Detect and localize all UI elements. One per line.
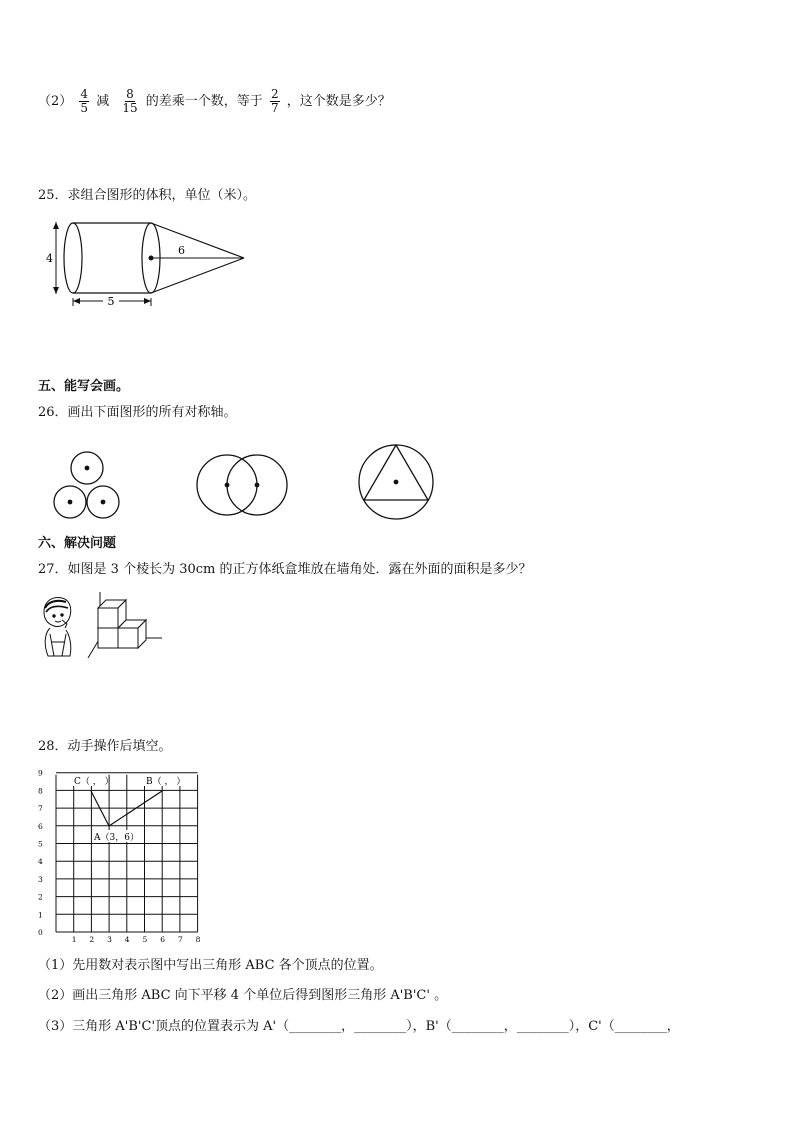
q28-question: 28．动手操作后填空。 [38, 739, 172, 754]
frac2-numerator: 8 [126, 87, 134, 101]
cubes-corner-figure [40, 590, 170, 662]
q24-prefix: （2） [38, 94, 73, 109]
y-tick-label: 5 [38, 839, 43, 849]
x-tick-label: 8 [195, 935, 201, 944]
x-tick-label: 6 [160, 935, 165, 944]
symmetry-figures [40, 438, 460, 528]
minus-word: 减 [96, 94, 110, 109]
q24-mid-text: 的差乘一个数，等于 [145, 94, 263, 109]
x-tick-label: 1 [71, 935, 77, 944]
coordinate-grid [34, 764, 214, 948]
cylinder-cone-figure [40, 214, 260, 314]
label-b: B（ ， ） [146, 777, 186, 787]
q26-question: 26．画出下面图形的所有对称轴。 [38, 405, 237, 420]
two-overlapping-circles-figure [197, 455, 287, 515]
y-tick-label: 8 [38, 786, 43, 796]
frac1-numerator: 4 [80, 87, 89, 101]
section-6-title: 六、解决问题 [38, 536, 117, 551]
q27-question: 27．如图是 3 个棱长为 30cm 的正方体纸盒堆放在墙角处．露在外面的面积是多少？ [38, 562, 532, 577]
q28-part1: （1）先用数对表示图中写出三角形 ABC 各个顶点的位置。 [38, 958, 383, 973]
x-tick-label: 5 [142, 935, 148, 944]
grid-lines [56, 773, 198, 932]
y-axis-ticks [38, 769, 43, 937]
length-label: 5 [107, 295, 115, 308]
y-tick-label: 2 [38, 892, 43, 902]
q28-part3: （3）三角形 A'B'C'顶点的位置表示为 A'（________，________），B'（________，________），C'（________， [38, 1019, 680, 1034]
x-tick-label: 2 [89, 935, 95, 944]
label-a: A（3，6） [94, 833, 139, 843]
q24-suffix: ，这个数是多少？ [286, 94, 391, 109]
y-tick-label: 9 [38, 768, 43, 778]
boy-illustration [44, 598, 71, 656]
q24-part2-line [38, 88, 391, 115]
y-tick-label: 0 [38, 928, 43, 937]
fraction-4-5 [79, 88, 89, 115]
x-tick-label: 4 [124, 935, 130, 944]
frac3-denominator: 7 [270, 101, 279, 115]
y-tick-label: 3 [38, 874, 43, 884]
x-axis-ticks [72, 935, 201, 944]
slant-label: 6 [178, 244, 185, 257]
x-tick-label: 3 [107, 935, 112, 944]
y-tick-label: 6 [38, 821, 43, 831]
x-tick-label: 7 [177, 935, 183, 944]
y-tick-label: 4 [38, 857, 43, 867]
fraction-2-7 [270, 88, 280, 115]
frac3-numerator: 2 [270, 87, 279, 101]
triangle-in-circle-figure [359, 445, 433, 519]
frac2-denominator: 15 [122, 101, 138, 115]
stacked-cubes [88, 592, 162, 658]
three-circles-figure [54, 452, 119, 518]
q25-question: 25．求组合图形的体积，单位（米）。 [38, 188, 257, 203]
y-tick-label: 7 [38, 804, 43, 814]
q28-part2: （2）画出三角形 ABC 向下平移 4 个单位后得到图形三角形 A'B'C' 。 [38, 988, 448, 1003]
y-tick-label: 1 [38, 910, 43, 920]
section-5-title: 五、能写会画。 [38, 379, 130, 394]
fraction-8-15 [121, 88, 138, 115]
height-label: 4 [46, 252, 53, 265]
frac1-denominator: 5 [80, 101, 89, 115]
label-c: C（ ， ） [74, 777, 114, 787]
